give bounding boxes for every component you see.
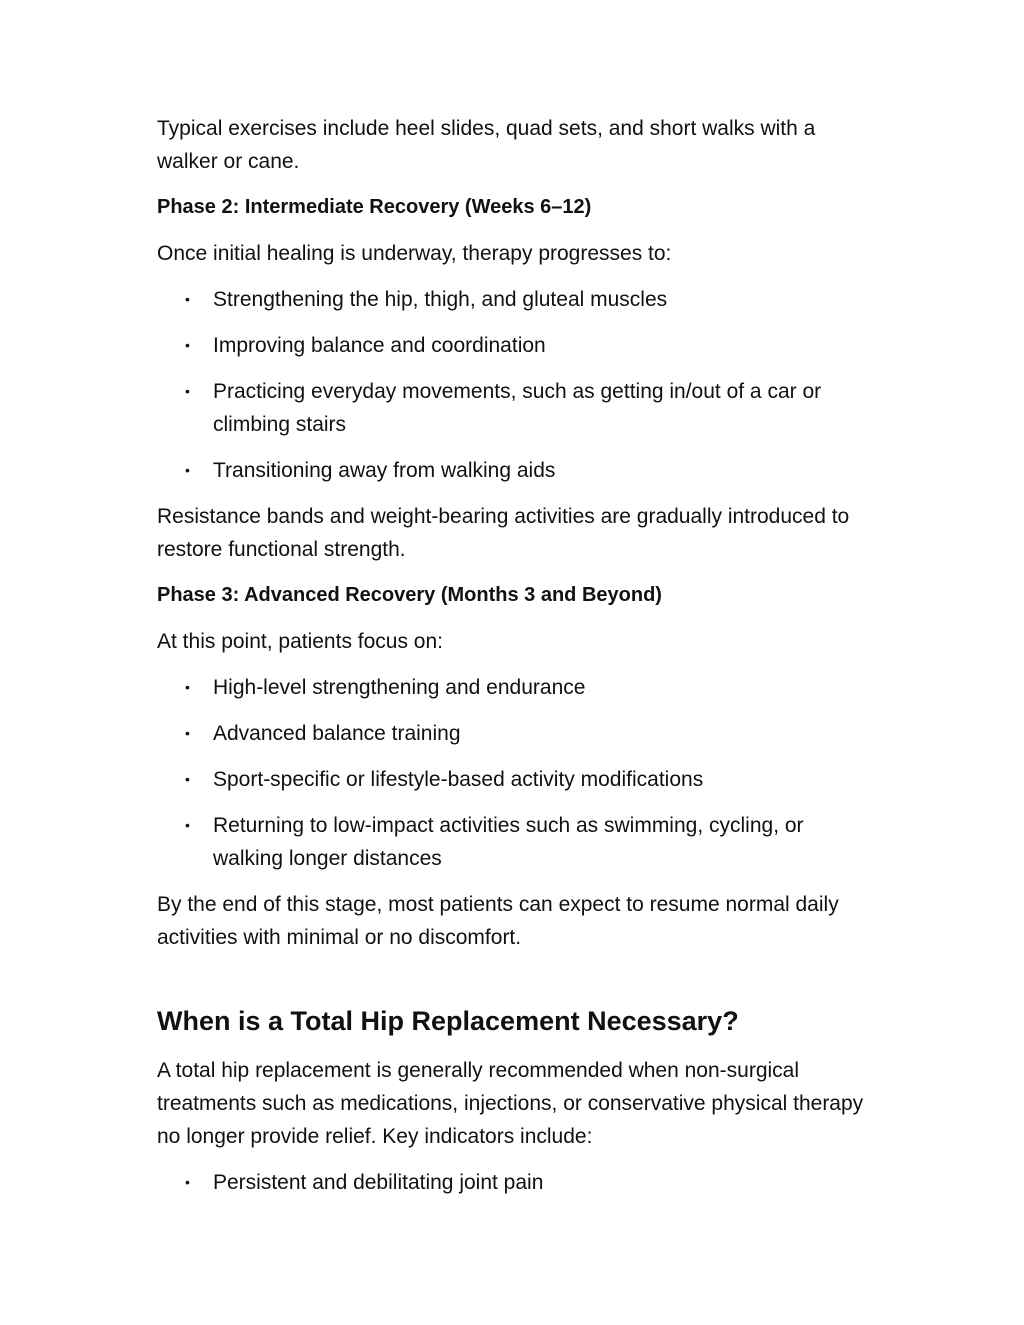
list-item xyxy=(157,763,872,796)
list-item-text: Returning to low-impact activities such as swimming, cycling, or walking longer distances xyxy=(213,814,804,870)
list-item-text: Persistent and debilitating joint pain xyxy=(213,1171,544,1194)
bullet-icon: • xyxy=(185,725,190,741)
list-item xyxy=(157,671,872,704)
list-item-text: High-level strengthening and endurance xyxy=(213,676,586,699)
document-page xyxy=(157,112,872,1212)
bullet-icon: • xyxy=(185,462,190,478)
bullet-icon: • xyxy=(185,817,190,833)
list-item-text: Sport-specific or lifestyle-based activity modifications xyxy=(213,768,704,791)
phase2-heading: Phase 2: Intermediate Recovery (Weeks 6–12) xyxy=(157,196,592,218)
phase3-heading: Phase 3: Advanced Recovery (Months 3 and Beyond) xyxy=(157,584,662,606)
indicators-list xyxy=(157,1166,872,1199)
phase2-lead: Once initial healing is underway, therapy progresses to: xyxy=(157,242,672,265)
list-item-text: Strengthening the hip, thigh, and gluteal muscles xyxy=(213,288,668,311)
list-item xyxy=(157,454,872,487)
list-item-text: Practicing everyday movements, such as getting in/out of a car or climbing stairs xyxy=(213,380,822,436)
section-heading: When is a Total Hip Replacement Necessary? xyxy=(157,1006,739,1036)
bullet-icon: • xyxy=(185,337,190,353)
bullet-icon: • xyxy=(185,771,190,787)
list-item-text: Advanced balance training xyxy=(213,722,461,745)
phase3-closing: By the end of this stage, most patients can expect to resume normal daily activities with minimal or no discomfort. xyxy=(157,893,839,949)
list-item xyxy=(157,283,872,316)
phase3-list xyxy=(157,671,872,875)
section-paragraph: A total hip replacement is generally recommended when non-surgical treatments such as medications, injections, or conservative physical therapy no longer provide relief. Key indicators include: xyxy=(157,1059,864,1148)
list-item-text: Improving balance and coordination xyxy=(213,334,546,357)
list-item xyxy=(157,329,872,362)
intro-paragraph: Typical exercises include heel slides, quad sets, and short walks with a walker or cane. xyxy=(157,117,816,173)
phase2-list xyxy=(157,283,872,487)
bullet-icon: • xyxy=(185,291,190,307)
bullet-icon: • xyxy=(185,383,190,399)
phase2-closing: Resistance bands and weight-bearing activities are gradually introduced to restore functional strength. xyxy=(157,505,850,561)
list-item xyxy=(157,717,872,750)
bullet-icon: • xyxy=(185,1174,190,1190)
list-item xyxy=(157,375,872,441)
list-item-text: Transitioning away from walking aids xyxy=(213,459,556,482)
phase3-lead: At this point, patients focus on: xyxy=(157,630,444,653)
list-item xyxy=(157,1166,872,1199)
list-item xyxy=(157,809,872,875)
bullet-icon: • xyxy=(185,679,190,695)
